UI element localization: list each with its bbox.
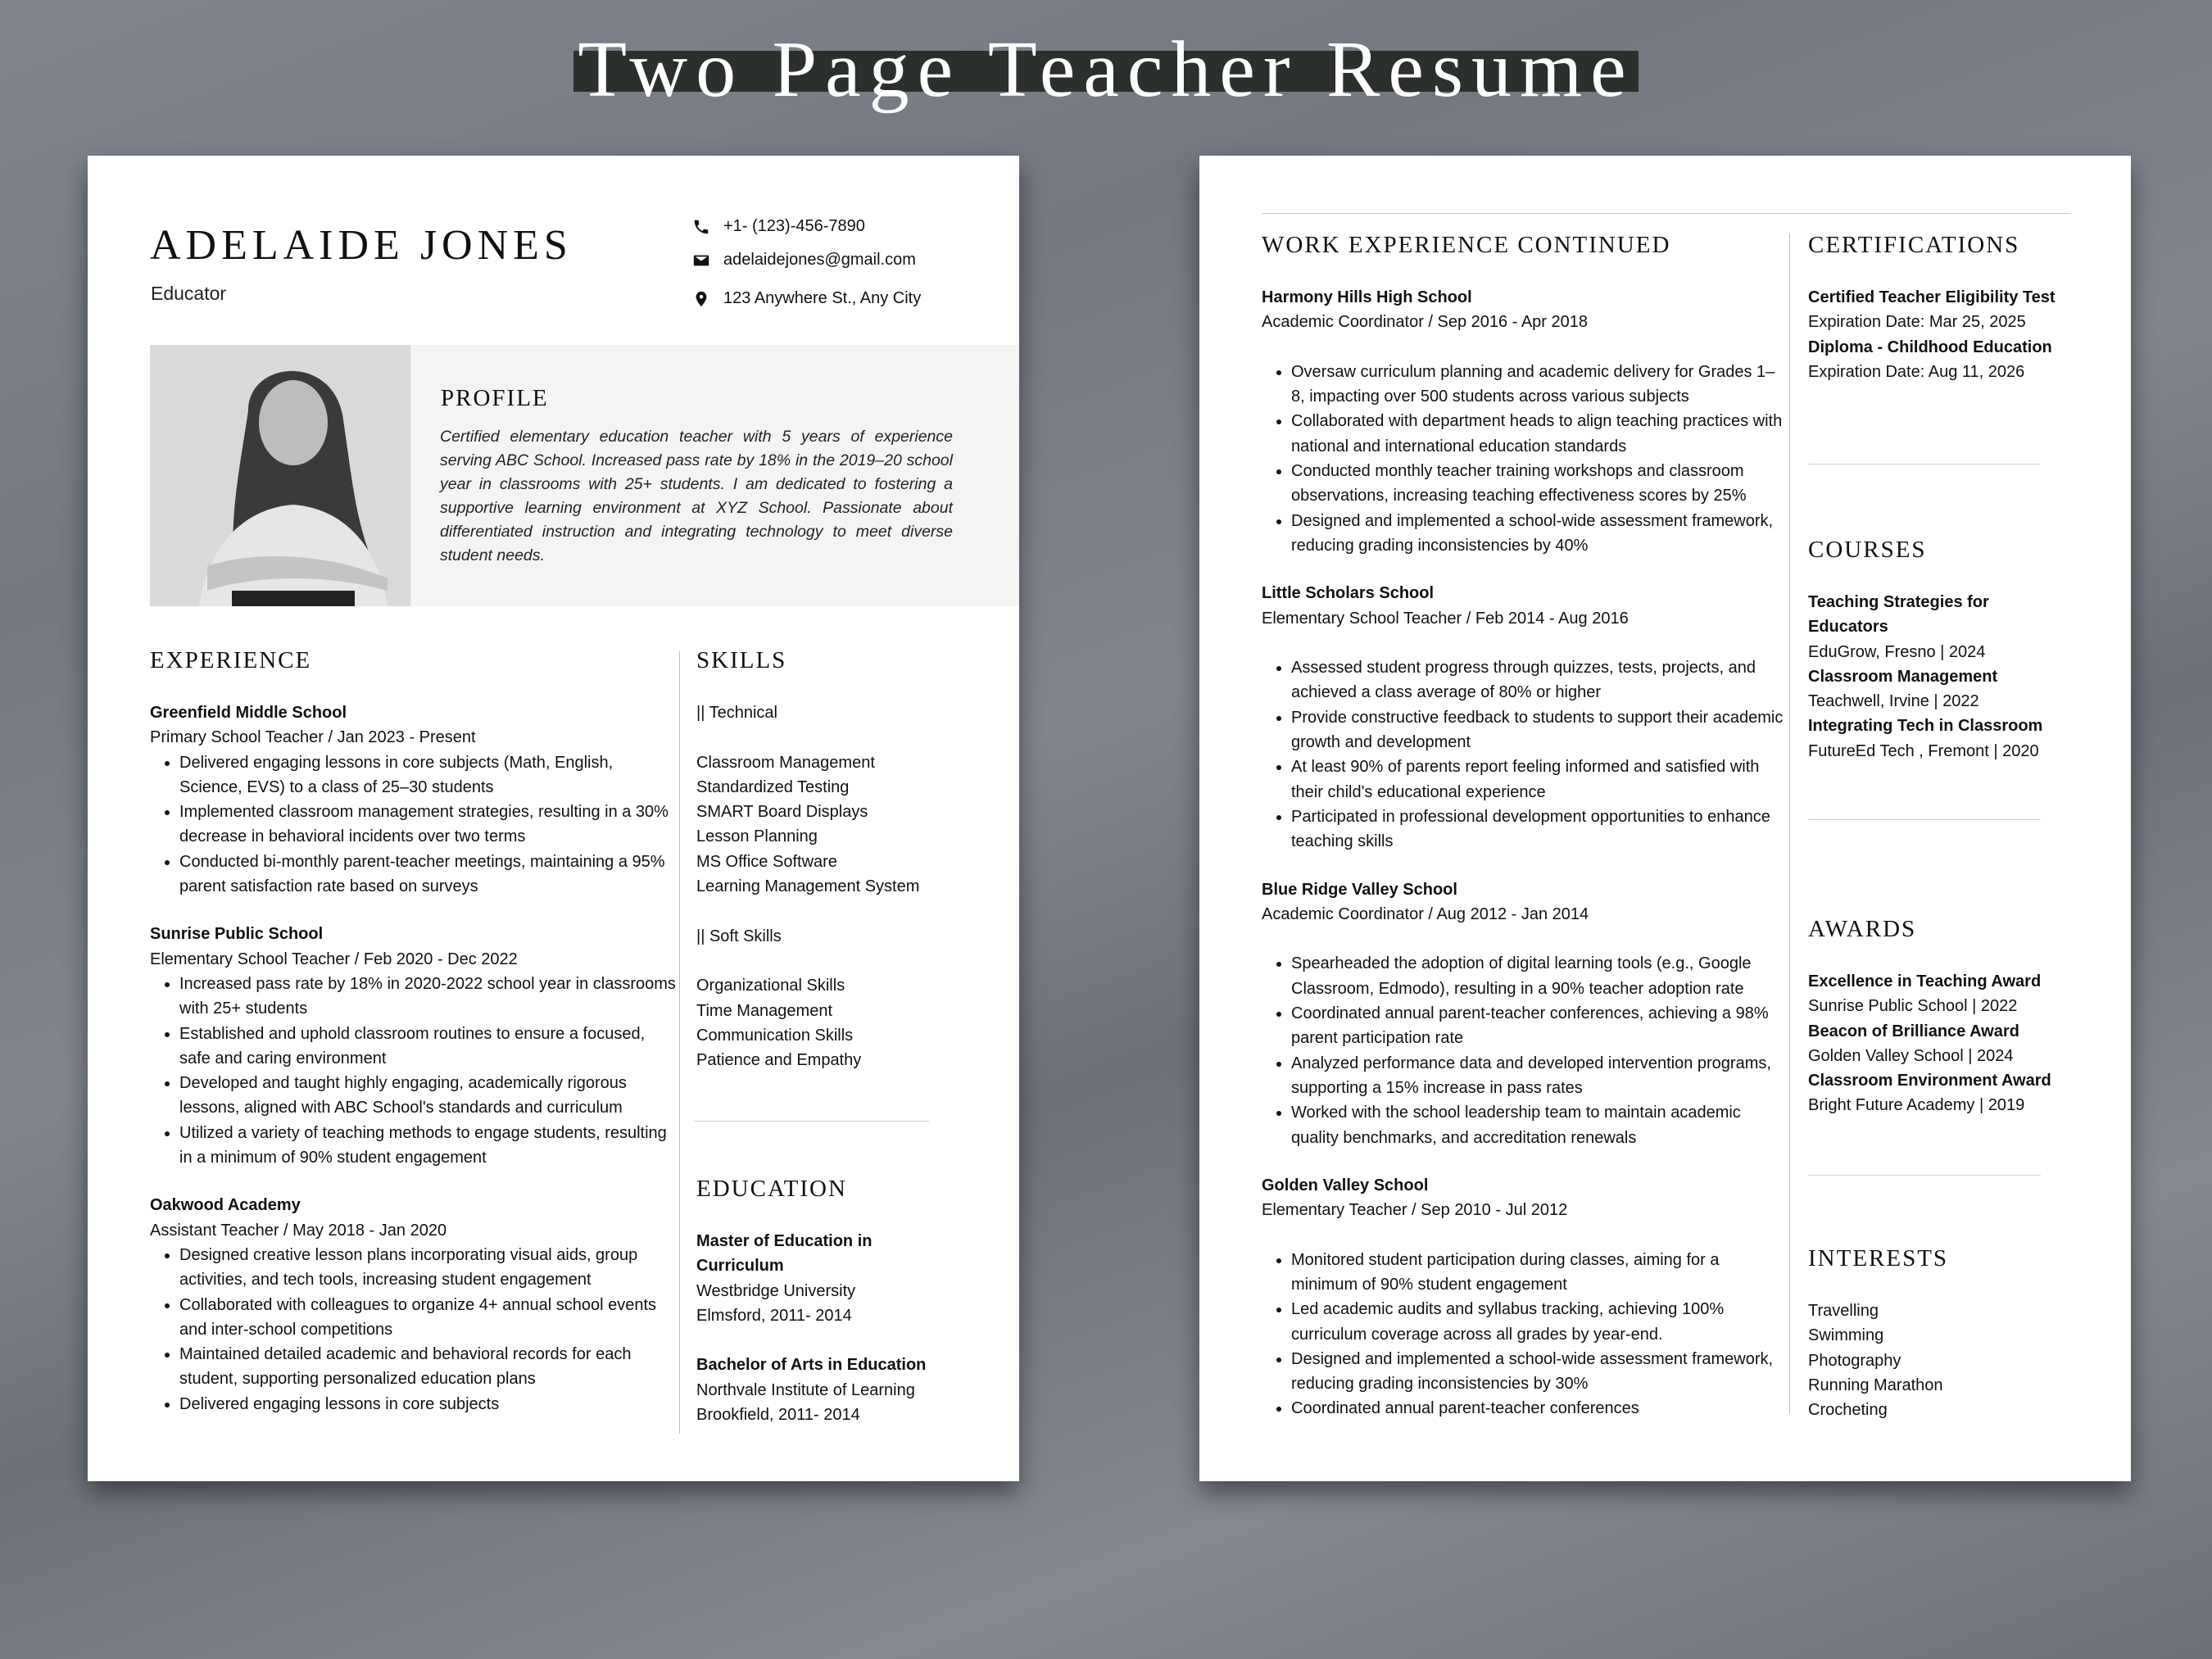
certifications-title: CERTIFICATIONS	[1808, 232, 2020, 258]
degree-name: Master of Education in	[696, 1232, 873, 1250]
skills-title: SKILLS	[696, 647, 787, 673]
job-bullet: • Increased pass rate by 18% in 2020-2022 school year in classrooms with 25+ students	[179, 972, 678, 1022]
work-continued-title: WORK EXPERIENCE CONTINUED	[1262, 232, 1671, 258]
skills-divider	[694, 1121, 929, 1122]
portrait-image	[150, 345, 410, 606]
job-bullet: • Coordinated annual parent-teacher conferences, achieving a 98% parent participation rate	[1291, 1001, 1784, 1051]
job-school: Little Scholars School	[1262, 584, 1435, 603]
experience-title: EXPERIENCE	[150, 647, 312, 673]
award-detail: Bright Future Academy | 2019	[1808, 1096, 2025, 1115]
mail-icon	[692, 252, 710, 270]
phone-icon	[692, 218, 710, 236]
job-bullet: • Conducted bi-monthly parent-teacher meetings, maintaining a 95% parent satisfaction rate based on surveys	[179, 850, 678, 900]
skill-item: Patience and Empathy	[696, 1051, 862, 1070]
certification-name: Diploma - Childhood Education	[1808, 338, 2052, 356]
work-continued-list	[1262, 285, 1784, 1444]
location-pin-icon	[692, 290, 710, 308]
course-name: Integrating Tech in Classroom	[1808, 717, 2043, 736]
interest-item: Swimming	[1808, 1326, 1884, 1345]
job-bullet: • Developed and taught highly engaging, academically rigorous lessons, aligned with ABC School's standards and curriculum	[179, 1071, 678, 1121]
job-entry	[1262, 285, 1784, 558]
job-bullet: • Implemented classroom management strategies, resulting in a 30% decrease in behavioral incidents over two terms	[179, 800, 678, 850]
job-bullet: • Delivered engaging lessons in core subjects	[179, 1392, 678, 1416]
contact-address	[692, 289, 921, 308]
job-position: Academic Coordinator / Aug 2012 - Jan 2014	[1262, 904, 1589, 923]
top-divider	[1262, 213, 2071, 214]
interests-list	[1808, 1299, 2128, 1422]
awards-list	[1808, 969, 2128, 1118]
degree-name: Curriculum	[696, 1257, 784, 1276]
degree-institution: Northvale Institute of Learning	[696, 1380, 915, 1399]
job-bullet: • Assessed student progress through quizzes, tests, projects, and achieved a class average of 80% or higher	[1291, 655, 1784, 705]
award-name: Classroom Environment Award	[1808, 1072, 2051, 1090]
job-entry	[1262, 1173, 1784, 1421]
courses-list	[1808, 590, 2128, 764]
course-name: Educators	[1808, 618, 1888, 637]
job-bullet: • Collaborated with department heads to align teaching practices with national and international education standards	[1291, 409, 1784, 459]
email-text: adelaidejones@gmail.com	[723, 251, 916, 269]
skills-soft-label: || Soft Skills	[696, 927, 782, 945]
interest-item: Photography	[1808, 1351, 1902, 1370]
certification-detail: Expiration Date: Aug 11, 2026	[1808, 362, 2025, 381]
job-position: Academic Coordinator / Sep 2016 - Apr 2018	[1262, 313, 1589, 332]
job-school: Harmony Hills High School	[1262, 288, 1472, 306]
interest-item: Travelling	[1808, 1302, 1879, 1320]
job-bullet: • Collaborated with colleagues to organize 4+ annual school events and inter-school competitions	[179, 1293, 678, 1343]
job-position: Primary School Teacher / Jan 2023 - Present	[150, 728, 476, 747]
job-bullet: • Established and uphold classroom routines to ensure a focused, safe and caring environment	[179, 1022, 678, 1072]
job-entry	[1262, 581, 1784, 854]
job-bullet: • Coordinated annual parent-teacher conferences	[1291, 1396, 1784, 1421]
skills-list	[696, 700, 1008, 1072]
section-divider	[1808, 819, 2041, 820]
contact-phone	[692, 217, 865, 236]
profile-text: Certified elementary education teacher with 5 years of experience serving ABC School. Increased pass rate by 18% in the 2019–20 school year in classrooms with 25+ students. I am dedicated to fostering a supportive learning environment at XYZ School. Passionate about differentiated instruction and integrating technology to meet diverse student needs.	[440, 428, 953, 564]
degree-institution: Westbridge University	[696, 1281, 856, 1300]
course-name: Classroom Management	[1808, 667, 1998, 686]
column-divider	[679, 651, 680, 1434]
job-school: Oakwood Academy	[150, 1196, 301, 1215]
job-position: Elementary School Teacher / Feb 2020 - Dec 2022	[150, 950, 518, 968]
skills-technical-label: || Technical	[696, 704, 777, 722]
degree-place: Elmsford, 2011- 2014	[696, 1306, 852, 1325]
courses-title: COURSES	[1808, 537, 1927, 563]
skill-item: Learning Management System	[696, 877, 920, 896]
award-name: Excellence in Teaching Award	[1808, 972, 2042, 990]
section-divider	[1808, 1175, 2041, 1176]
job-position: Elementary Teacher / Sep 2010 - Jul 2012	[1262, 1201, 1568, 1220]
job-bullet: • Utilized a variety of teaching methods to engage students, resulting in a minimum of 90% student engagement	[179, 1121, 678, 1171]
job-entry	[150, 700, 678, 899]
course-detail: EduGrow, Fresno | 2024	[1808, 642, 1986, 661]
candidate-name: ADELAIDE JONES	[150, 222, 573, 269]
job-bullet: • Oversaw curriculum planning and academic delivery for Grades 1–8, impacting over 500 students across various subjects	[1291, 360, 1784, 410]
resume-page-1	[88, 156, 1019, 1481]
job-entry	[150, 1193, 678, 1416]
skill-item: Time Management	[696, 1001, 832, 1020]
education-list	[696, 1229, 1008, 1427]
job-bullet: • Designed and implemented a school-wide assessment framework, reducing grading inconsistencies by 30%	[1291, 1347, 1784, 1397]
job-bullet: • Designed creative lesson plans incorporating visual aids, group activities, and tech tools, increasing student engagement	[179, 1243, 678, 1293]
interest-item: Crocheting	[1808, 1401, 1888, 1420]
job-bullet: • Provide constructive feedback to students to support their academic growth and development	[1291, 705, 1784, 755]
job-bullet: • Maintained detailed academic and behavioral records for each student, supporting personalized education plans	[179, 1342, 678, 1392]
profile-photo	[150, 345, 410, 606]
course-detail: Teachwell, Irvine | 2022	[1808, 692, 1979, 711]
interest-item: Running Marathon	[1808, 1376, 1943, 1394]
job-school: Golden Valley School	[1262, 1176, 1429, 1194]
job-entry	[150, 922, 678, 1170]
profile-title: PROFILE	[441, 385, 549, 411]
skill-item: Communication Skills	[696, 1026, 854, 1045]
degree-place: Brookfield, 2011- 2014	[696, 1406, 860, 1425]
job-bullet: • Spearheaded the adoption of digital learning tools (e.g., Google Classroom, Edmodo), resulting in a 90% teacher adoption rate	[1291, 951, 1784, 1001]
job-bullet: • Worked with the school leadership team to maintain academic quality benchmarks, and accreditation renewals	[1291, 1100, 1784, 1150]
experience-list	[150, 700, 678, 1439]
award-name: Beacon of Brilliance Award	[1808, 1022, 2019, 1040]
job-bullet: • At least 90% of parents report feeling informed and satisfied with their child's educational experience	[1291, 755, 1784, 805]
job-bullet: • Led academic audits and syllabus tracking, achieving 100% curriculum coverage across all grades by year-end.	[1291, 1297, 1784, 1347]
course-name: Teaching Strategies for	[1808, 593, 1989, 611]
skill-item: Organizational Skills	[696, 977, 845, 995]
job-bullet: • Participated in professional development opportunities to enhance teaching skills	[1291, 805, 1784, 854]
job-school: Sunrise Public School	[150, 925, 324, 944]
job-school: Blue Ridge Valley School	[1262, 880, 1457, 899]
resume-page-2	[1199, 156, 2131, 1481]
job-position: Assistant Teacher / May 2018 - Jan 2020	[150, 1221, 447, 1240]
awards-title: AWARDS	[1808, 916, 1917, 942]
contact-email	[692, 251, 916, 270]
job-position: Elementary School Teacher / Feb 2014 - Aug 2016	[1262, 609, 1629, 628]
education-title: EDUCATION	[696, 1176, 847, 1202]
job-bullet: • Designed and implemented a school-wide assessment framework, reducing grading inconsistencies by 40%	[1291, 509, 1784, 559]
skill-item: Standardized Testing	[696, 777, 850, 796]
certifications-list	[1808, 285, 2128, 384]
job-entry	[1262, 877, 1784, 1150]
section-divider	[1808, 464, 2041, 465]
certification-name: Certified Teacher Eligibility Test	[1808, 288, 2056, 306]
skill-item: SMART Board Displays	[696, 803, 868, 822]
interests-title: INTERESTS	[1808, 1245, 1949, 1271]
job-bullet: • Conducted monthly teacher training workshops and classroom observations, increasing teaching effectiveness scores by 25%	[1291, 459, 1784, 509]
job-bullet: • Analyzed performance data and developed intervention programs, supporting a 15% increase in pass rates	[1291, 1051, 1784, 1101]
skill-item: Lesson Planning	[696, 827, 818, 846]
candidate-role: Educator	[151, 283, 227, 304]
award-detail: Golden Valley School | 2024	[1808, 1046, 2014, 1065]
main-title: Two Page Teacher Resume	[578, 25, 1634, 114]
job-bullet: • Monitored student participation during classes, aiming for a minimum of 90% student engagement	[1291, 1248, 1784, 1298]
skill-item: Classroom Management	[696, 753, 875, 772]
certification-detail: Expiration Date: Mar 25, 2025	[1808, 313, 2026, 332]
award-detail: Sunrise Public School | 2022	[1808, 997, 2018, 1016]
degree-name: Bachelor of Arts in Education	[696, 1356, 927, 1375]
job-school: Greenfield Middle School	[150, 704, 347, 722]
column-divider	[1789, 233, 1790, 1413]
course-detail: FutureEd Tech , Fremont | 2020	[1808, 741, 2039, 760]
phone-text: +1- (123)-456-7890	[723, 217, 865, 235]
skill-item: MS Office Software	[696, 852, 837, 871]
job-bullet: • Delivered engaging lessons in core subjects (Math, English, Science, EVS) to a class of 25–30 students	[179, 750, 678, 800]
address-text: 123 Anywhere St., Any City	[723, 289, 922, 307]
